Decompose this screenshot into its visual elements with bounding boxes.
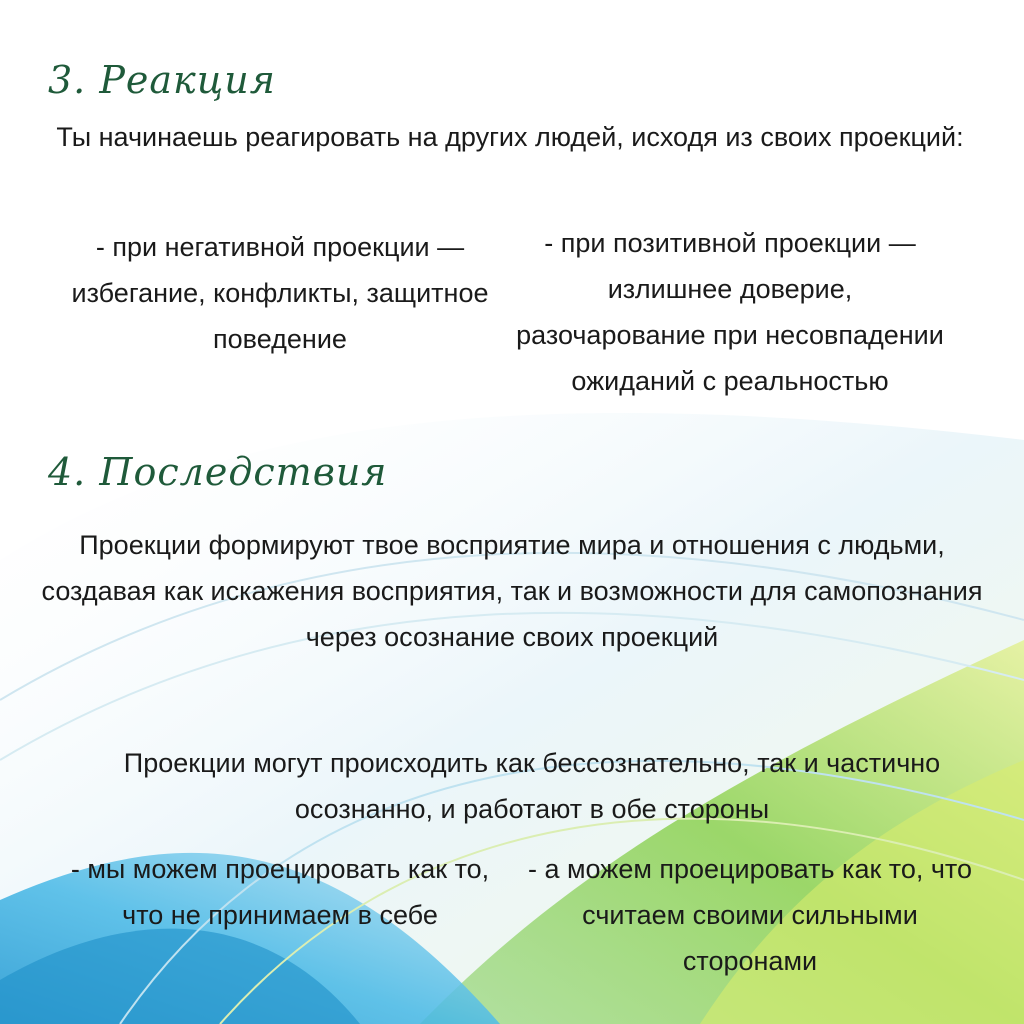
projections-note: Проекции могут происходить как бессознательно, так и частично осознанно, и работают в обе стороны (123, 748, 941, 824)
positive-projection-text: - при позитивной проекции — излишнее доверие, разочарование при несовпадении ожиданий с реальностью (516, 228, 944, 396)
negative-projection-text: - при негативной проекции — избегание, конфликты, защитное поведение (71, 232, 489, 354)
section-3-intro: Ты начинаешь реагировать на других людей, исходя из своих проекций: (56, 122, 964, 152)
section-4-heading: 4. Последствия (48, 450, 388, 494)
projection-strengths-text: - а можем проецировать как то, что считаем своими сильными сторонами (527, 854, 973, 976)
projection-rejected-text: - мы можем проецировать как то, что не принимаем в себе (70, 854, 490, 930)
section-3-heading: 3. Реакция (48, 58, 276, 102)
consequences-paragraph: Проекции формируют твое восприятие мира и отношения с людьми, создавая как искажения восприятия, так и возможности для самопознания через осознание своих проекций (41, 530, 983, 652)
